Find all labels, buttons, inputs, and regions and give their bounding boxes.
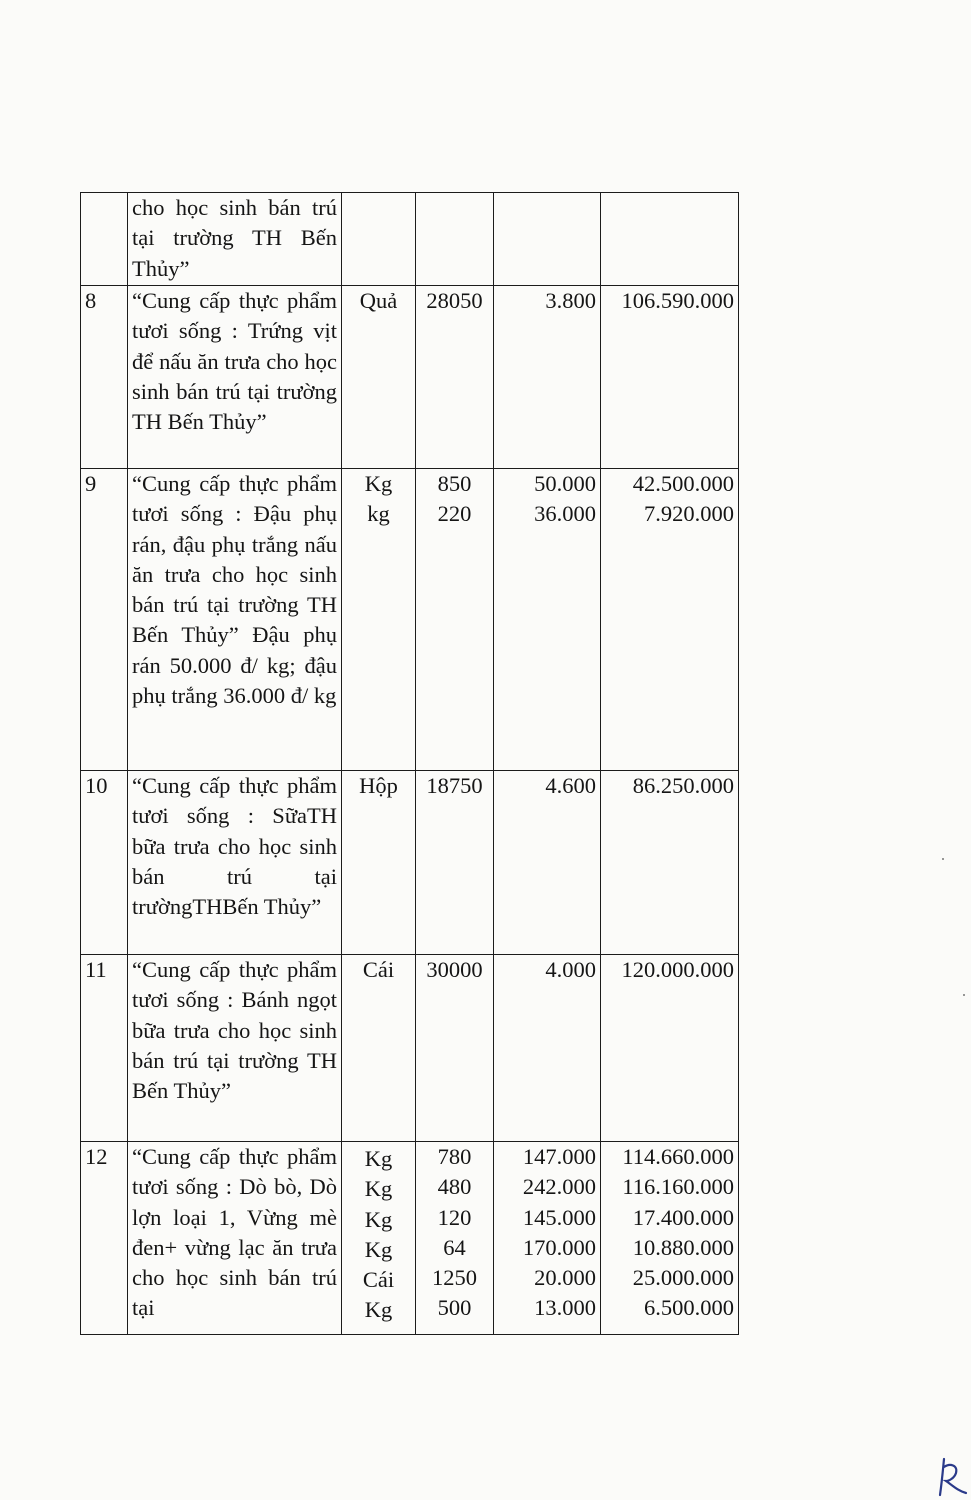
quantity-value: 1250 <box>432 1265 477 1291</box>
quantity-cell <box>416 193 494 286</box>
unit-price-value: 147.000 <box>522 1144 596 1169</box>
unit-cell <box>342 193 416 286</box>
total-value: 7.920.000 <box>644 501 734 527</box>
unit-value: Kg <box>364 1176 393 1202</box>
unit-price-value: 36.000 <box>534 501 596 527</box>
quantity-value: 120 <box>437 1204 472 1230</box>
scan-speck <box>942 858 944 860</box>
unit-price-cell <box>494 469 601 771</box>
table-row <box>81 193 739 286</box>
quantity-value: 850 <box>437 471 472 496</box>
unit-value: Kg <box>364 1146 393 1171</box>
total-value: 10.880.000 <box>632 1234 734 1260</box>
total-cell: 106.590.000 <box>601 286 739 469</box>
unit-cell: Cái <box>342 955 416 1142</box>
item-description: “Cung cấp thực phẩm tươi sống : SữaTH bữa trưa cho học sinh bán trú tại trườngTHBến Thủy” <box>128 771 342 955</box>
row-number: 8 <box>81 286 128 469</box>
total-value: 116.160.000 <box>622 1174 734 1200</box>
unit-cell: Hộp <box>342 771 416 955</box>
row-number: 10 <box>81 771 128 955</box>
row-number <box>81 193 128 286</box>
table-row <box>81 286 739 469</box>
row-number: 12 <box>81 1142 128 1335</box>
unit-price-cell <box>494 1142 601 1335</box>
unit-price-value: 50.000 <box>534 471 596 496</box>
total-cell <box>601 469 739 771</box>
quantity-cell <box>416 469 494 771</box>
item-description: “Cung cấp thực phẩm tươi sống : Trứng vịt để nấu ăn trưa cho học sinh bán trú tại trường TH Bến Thủy” <box>128 286 342 469</box>
total-value: 17.400.000 <box>632 1204 734 1230</box>
quantity-value: 64 <box>443 1234 466 1260</box>
unit-price-cell: 4.000 <box>494 955 601 1142</box>
unit-price-value: 13.000 <box>534 1295 596 1321</box>
total-value: 25.000.000 <box>632 1265 734 1291</box>
quantity-value: 480 <box>437 1174 472 1200</box>
quantity-cell: 18750 <box>416 771 494 955</box>
unit-price-value: 145.000 <box>522 1204 596 1230</box>
procurement-table <box>80 192 739 1335</box>
item-description: cho học sinh bán trú tại trường TH Bến Thủy” <box>128 193 342 286</box>
unit-cell <box>342 469 416 771</box>
row-number: 11 <box>81 955 128 1142</box>
total-value: 6.500.000 <box>644 1295 734 1321</box>
unit-price-value: 242.000 <box>522 1174 596 1200</box>
quantity-cell: 30000 <box>416 955 494 1142</box>
total-cell <box>601 193 739 286</box>
table-row <box>81 955 739 1142</box>
unit-price-cell: 3.800 <box>494 286 601 469</box>
item-description: “Cung cấp thực phẩm tươi sống : Bánh ngọt bữa trưa cho học sinh bán trú tại trường TH Bến Thủy” <box>128 955 342 1142</box>
unit-price-value: 170.000 <box>522 1234 596 1260</box>
item-description: “Cung cấp thực phẩm tươi sống : Đậu phụ rán, đậu phụ trắng nấu ăn trưa cho học sinh bán trú tại trường TH Bến Thủy” Đậu phụ rán 50.000 đ/ kg; đậu phụ trắng 36.000 đ/ kg <box>128 469 342 771</box>
total-cell: 86.250.000 <box>601 771 739 955</box>
unit-value: Kg <box>364 1206 393 1232</box>
total-value: 42.500.000 <box>632 471 734 496</box>
handwritten-initial-icon <box>936 1455 970 1497</box>
total-cell <box>601 1142 739 1335</box>
unit-price-value: 20.000 <box>534 1265 596 1291</box>
unit-value: Kg <box>364 1297 393 1323</box>
quantity-value: 780 <box>437 1144 472 1169</box>
unit-price-cell: 4.600 <box>494 771 601 955</box>
table-row <box>81 469 739 771</box>
total-cell: 120.000.000 <box>601 955 739 1142</box>
table-row <box>81 1142 739 1335</box>
quantity-cell <box>416 1142 494 1335</box>
unit-cell <box>342 1142 416 1335</box>
item-description: “Cung cấp thực phẩm tươi sống : Dò bò, Dò lợn loại 1, Vừng mè đen+ vừng lạc ăn trưa cho học sinh bán trú tại <box>128 1142 342 1335</box>
unit-price-cell <box>494 193 601 286</box>
quantity-value: 500 <box>437 1295 472 1321</box>
total-value: 114.660.000 <box>622 1144 734 1169</box>
unit-cell: Quả <box>342 286 416 469</box>
unit-value: Kg <box>364 1236 393 1262</box>
quantity-cell: 28050 <box>416 286 494 469</box>
table-row <box>81 771 739 955</box>
quantity-value: 220 <box>437 501 472 527</box>
scan-speck <box>963 994 965 996</box>
unit-value: Cái <box>362 1267 395 1293</box>
unit-value: kg <box>367 501 390 527</box>
row-number: 9 <box>81 469 128 771</box>
unit-value: Kg <box>364 471 393 496</box>
